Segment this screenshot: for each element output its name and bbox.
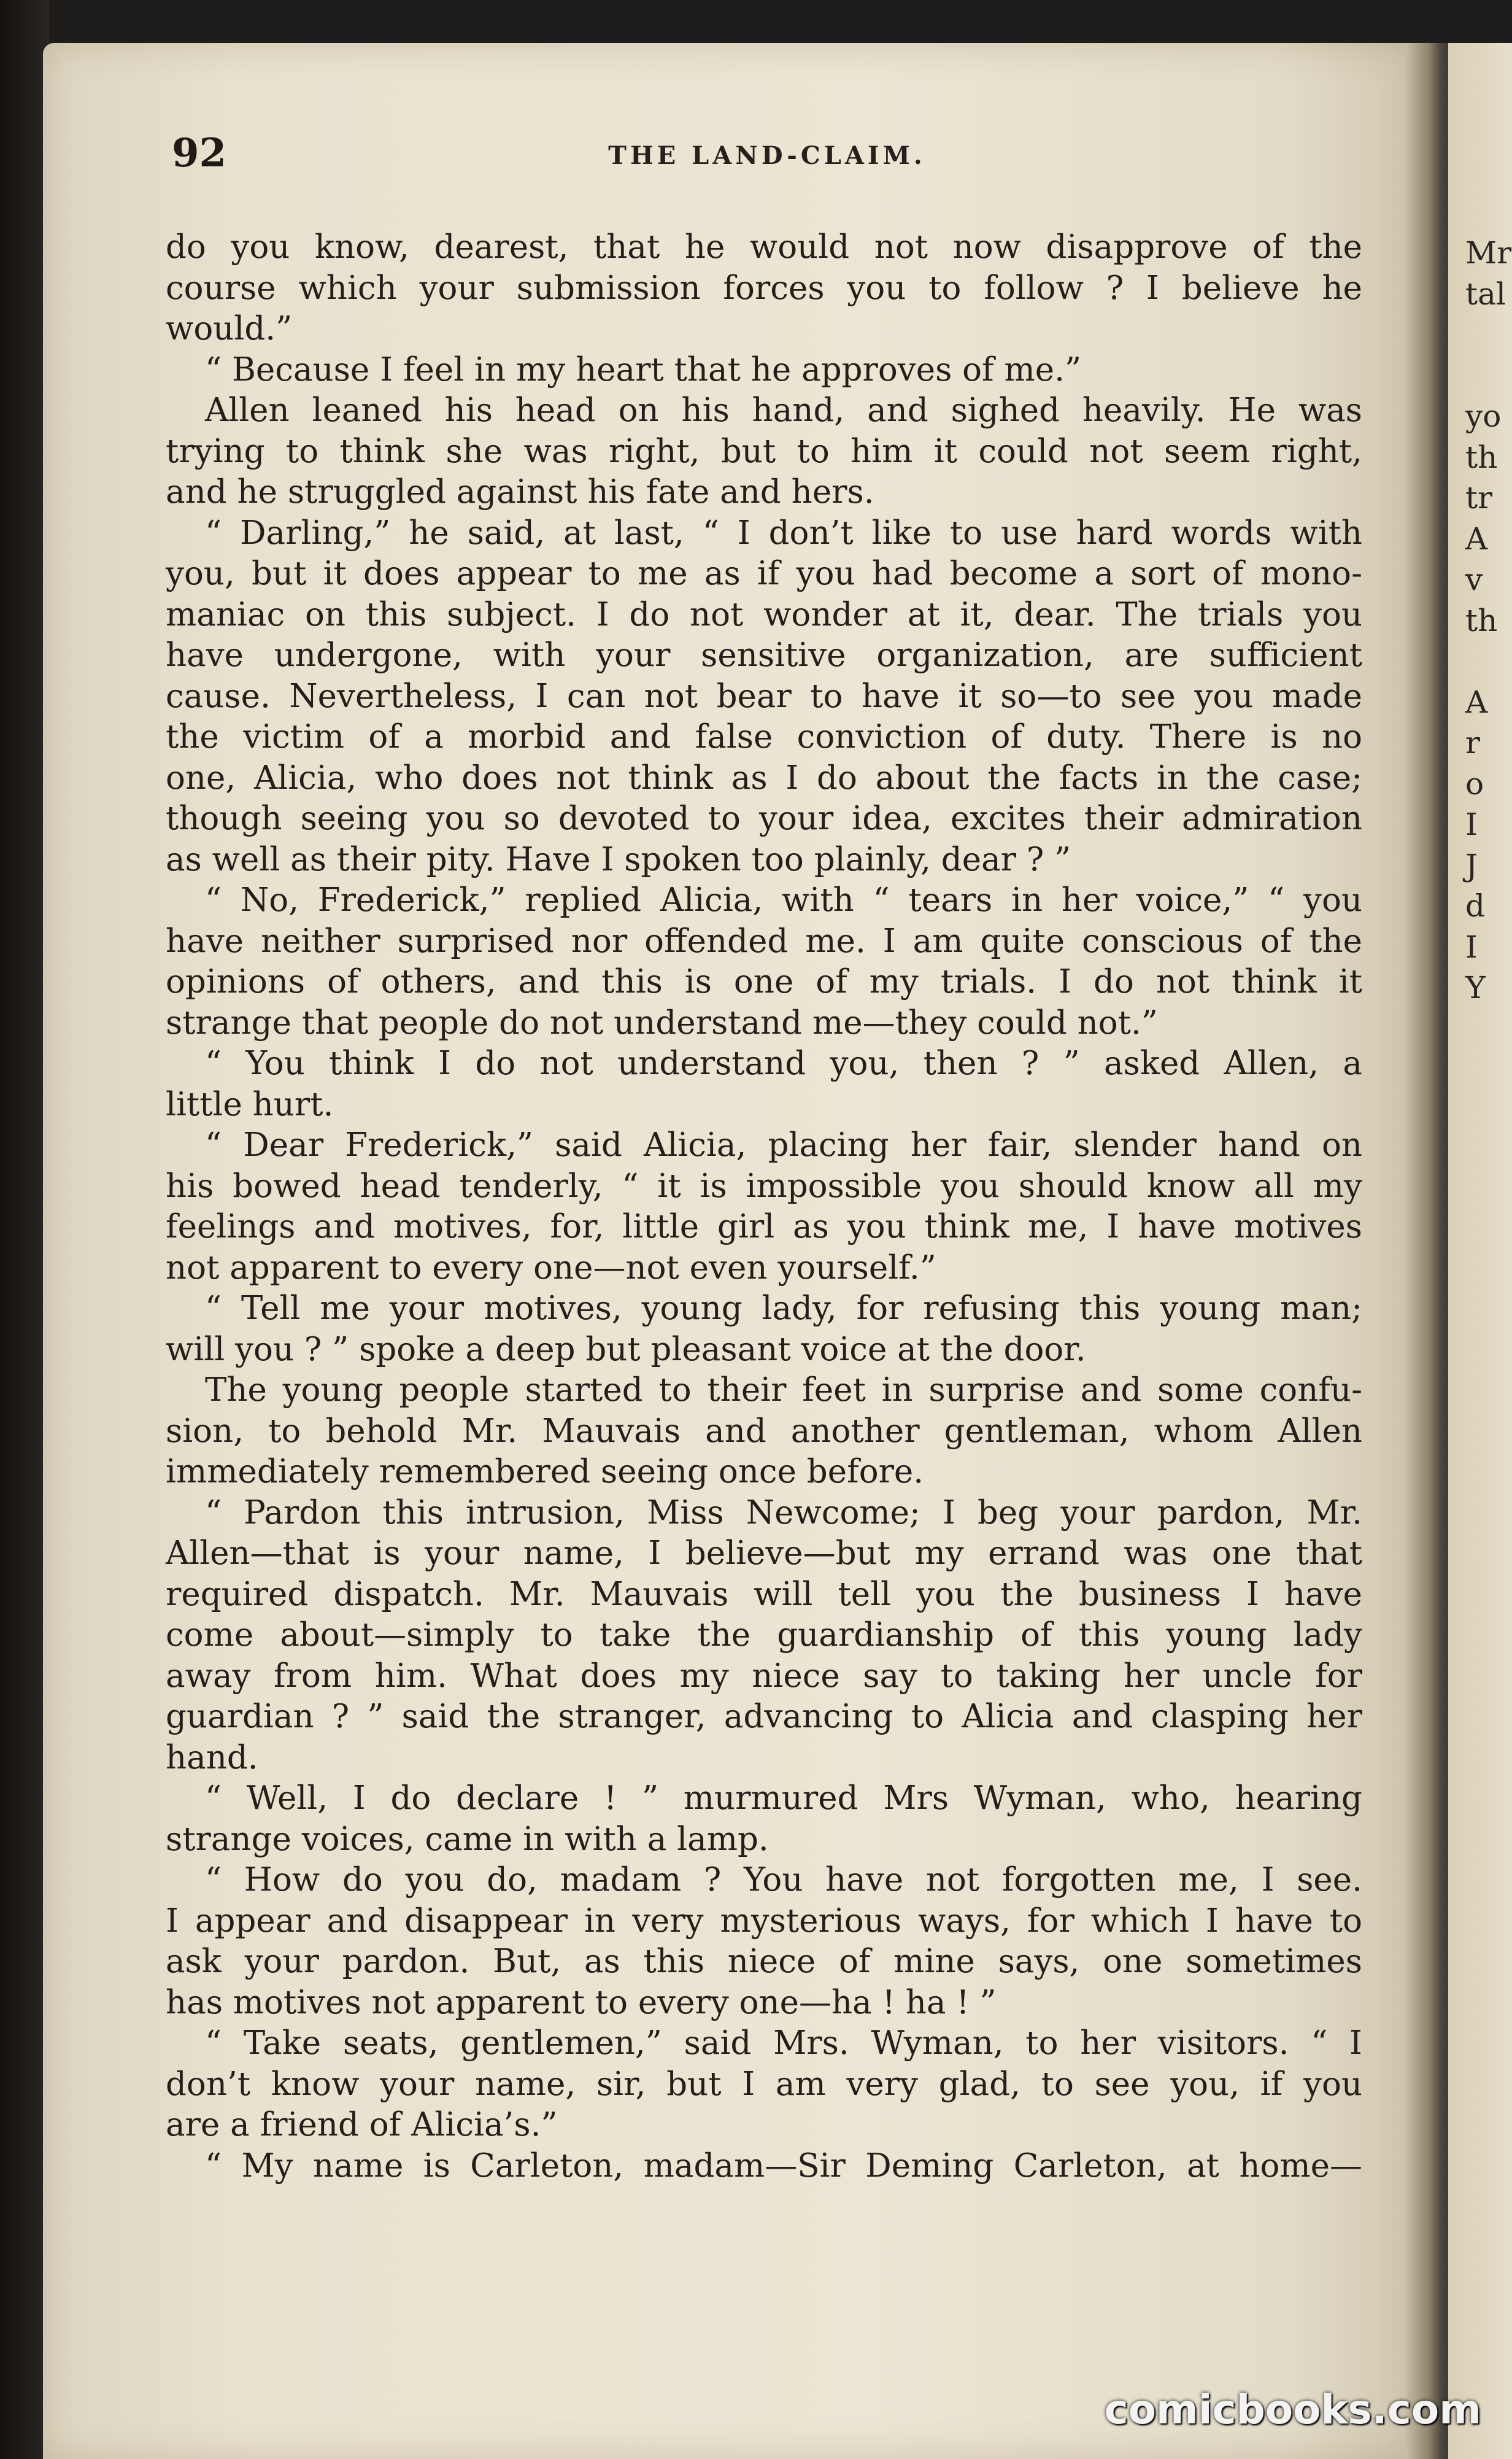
text-line: opinions of others, and this is one of my trials. I do not think it (166, 963, 1362, 1001)
text-line: “ Take seats, gentlemen,” said Mrs. Wyman, to her visitors. “ I (205, 2024, 1362, 2062)
text-line: guardian ? ” said the stranger, advancing to Alicia and clasping her (166, 1698, 1362, 1735)
next-page-fragment: th (1465, 602, 1498, 638)
next-page-fragment: A (1465, 684, 1488, 720)
text-line: little hurt. (166, 1085, 334, 1123)
text-line: has motives not apparent to every one—ha ! ha ! ” (166, 1983, 997, 2021)
next-page-fragment: o (1465, 765, 1484, 802)
text-line: the victim of a morbid and false conviction of duty. There is no (166, 718, 1362, 756)
text-line: Allen leaned his head on his hand, and sighed heavily. He was (205, 392, 1362, 429)
next-page-edge (1448, 43, 1512, 2459)
text-line: I appear and disappear in very mysterious ways, for which I have to (166, 1902, 1362, 1940)
text-line: one, Alicia, who does not think as I do about the facts in the case; (166, 759, 1362, 797)
background-left (0, 0, 49, 2459)
next-page-fragment: I (1465, 929, 1478, 965)
text-line: though seeing you so devoted to your idea, excites their admiration (166, 800, 1362, 837)
text-line: are a friend of Alicia’s.” (166, 2106, 558, 2143)
text-line: “ My name is Carleton, madam—Sir Deming Carleton, at home— (205, 2147, 1362, 2185)
next-page-fragment: r (1465, 725, 1480, 761)
next-page-fragment: v (1465, 562, 1483, 597)
text-line: “ Tell me your motives, young lady, for refusing this young man; (205, 1290, 1362, 1327)
next-page-fragment: th (1465, 439, 1498, 475)
page-header (172, 130, 1362, 179)
text-line: maniac on this subject. I do not wonder at it, dear. The trials you (166, 595, 1362, 633)
text-line: course which your submission forces you to follow ? I believe he (166, 269, 1362, 307)
text-line: “ How do you do, madam ? You have not forgotten me, I see. (205, 1861, 1362, 1899)
text-line: have undergone, with your sensitive organization, are sufficient (166, 637, 1362, 674)
text-line: you, but it does appear to me as if you had become a sort of mono- (166, 555, 1362, 592)
body-text (166, 227, 1362, 2186)
text-line: feelings and motives, for, little girl as you think me, I have motives (166, 1208, 1362, 1245)
text-line: strange that people do not understand me—they could not.” (166, 1004, 1158, 1042)
text-line: have neither surprised nor offended me. I am quite conscious of the (166, 922, 1362, 960)
next-page-fragment: A (1465, 521, 1488, 557)
text-line: would.” (166, 310, 293, 347)
text-line: cause. Nevertheless, I can not bear to have it so—to see you made (166, 677, 1362, 715)
text-line: “ No, Frederick,” replied Alicia, with “ tears in her voice,” “ you (205, 881, 1362, 919)
text-line: hand. (166, 1738, 258, 1776)
text-line: strange voices, came in with a lamp. (166, 1820, 769, 1858)
text-line: don’t know your name, sir, but I am very glad, to see you, if you (166, 2065, 1362, 2103)
text-line: his bowed head tenderly, “ it is impossible you should know all my (166, 1167, 1362, 1205)
text-line: as well as their pity. Have I spoken too plainly, dear ? ” (166, 840, 1071, 878)
watermark: comicbooks.com (1104, 2386, 1481, 2433)
next-page-fragment: Y (1465, 970, 1486, 1005)
running-head: THE LAND-CLAIM. (608, 141, 926, 170)
text-line: will you ? ” spoke a deep but pleasant voice at the door. (166, 1330, 1086, 1368)
next-page-fragment: Mr (1465, 235, 1512, 271)
next-page-fragment: J (1465, 847, 1478, 883)
text-line: trying to think she was right, but to him it could not seem right, (166, 432, 1362, 470)
text-line: sion, to behold Mr. Mauvais and another gentleman, whom Allen (166, 1412, 1362, 1450)
next-page-fragment: I (1465, 807, 1478, 842)
text-line: “ Darling,” he said, at last, “ I don’t like to use hard words with (205, 514, 1362, 552)
text-line: not apparent to every one—not even yourself.” (166, 1249, 936, 1287)
text-line: come about—simply to take the guardianship of this young lady (166, 1616, 1362, 1654)
text-line: away from him. What does my niece say to taking her uncle for (166, 1657, 1362, 1695)
text-line: ask your pardon. But, as this niece of mine says, one sometimes (166, 1943, 1362, 1980)
text-line: immediately remembered seeing once before. (166, 1453, 924, 1490)
text-line: “ Because I feel in my heart that he approves of me.” (205, 350, 1082, 389)
next-page-fragment: tal (1465, 276, 1506, 312)
text-line: “ Pardon this intrusion, Miss Newcome; I beg your pardon, Mr. (205, 1493, 1362, 1532)
text-line: required dispatch. Mr. Mauvais will tell you the business I have (166, 1575, 1362, 1613)
text-line: do you know, dearest, that he would not now disapprove of the (166, 228, 1362, 266)
next-page-fragment: yo (1465, 398, 1502, 434)
text-line: “ You think I do not understand you, then ? ” asked Allen, a (205, 1045, 1362, 1082)
next-page-fragment: d (1465, 888, 1486, 924)
text-line: “ Well, I do declare ! ” murmured Mrs Wyman, who, hearing (205, 1779, 1362, 1817)
text-line: and he struggled against his fate and hers. (166, 473, 874, 511)
text-line: Allen—that is your name, I believe—but my errand was one that (166, 1535, 1362, 1572)
text-line: “ Dear Frederick,” said Alicia, placing her fair, slender hand on (205, 1126, 1362, 1164)
page-number: 92 (172, 130, 227, 176)
next-page-fragment: tr (1465, 480, 1492, 516)
text-line: The young people started to their feet in surprise and some confu- (205, 1371, 1362, 1409)
